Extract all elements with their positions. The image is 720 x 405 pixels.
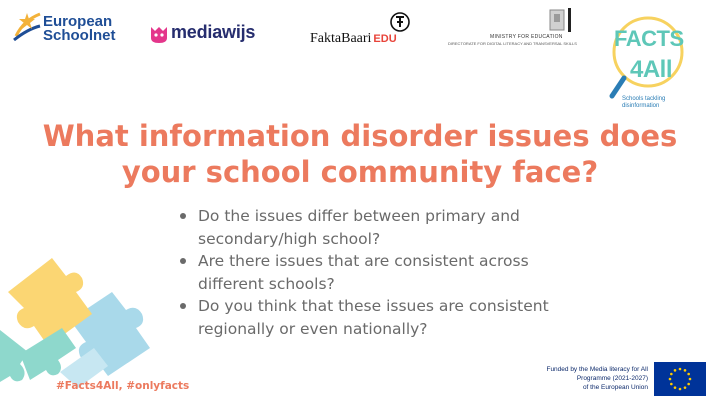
question-list — [178, 205, 578, 340]
faktabaari-logo — [310, 12, 420, 48]
eu-flag-icon — [654, 362, 706, 396]
eu-star-icon — [689, 378, 692, 381]
facts4all-word: FACTS — [614, 26, 684, 51]
mediawijs-wordmark: mediawijs — [171, 22, 256, 42]
eu-star-icon — [679, 368, 682, 371]
funding-statement — [520, 365, 648, 392]
eu-star-icon — [674, 386, 677, 389]
bullet-icon — [180, 258, 186, 264]
eu-star-icon — [679, 388, 682, 391]
eu-star-icon — [684, 386, 687, 389]
faktabaari-icon — [390, 12, 410, 32]
hashtags: #Facts4All, #onlyfacts — [56, 380, 190, 392]
ministry-title: MINISTRY FOR EDUCATION — [490, 34, 563, 40]
ministry-for-education-logo — [448, 8, 578, 48]
european-schoolnet-star-icon — [12, 10, 42, 42]
facts4all-logo — [608, 12, 708, 108]
esn-line1: European — [43, 13, 113, 30]
bullet-icon — [180, 213, 186, 219]
crest-icon — [548, 8, 574, 32]
funding-line1: Funded by the Media literacy for All — [546, 366, 648, 373]
bullet-icon — [180, 303, 186, 309]
eu-star-icon — [669, 378, 672, 381]
facts4all-number: 4All — [630, 56, 673, 83]
list-item-text: Do you think that these issues are consistent regionally or even nationally? — [198, 297, 549, 338]
esn-line2: Schoolnet — [43, 27, 116, 44]
slide-title: What information disorder issues does your school community face? — [42, 119, 678, 189]
funding-line3: of the European Union — [582, 384, 648, 391]
european-schoolnet-logo — [12, 8, 122, 48]
eu-star-icon — [687, 373, 690, 376]
list-item — [178, 295, 578, 340]
list-item — [178, 250, 578, 295]
list-item-text: Are there issues that are consistent across different schools? — [198, 252, 529, 293]
eu-star-icon — [687, 383, 690, 386]
eu-star-icon — [670, 373, 673, 376]
faktabaari-wordmark — [310, 31, 397, 47]
list-item-text: Do the issues differ between primary and secondary/high school? — [198, 207, 520, 248]
facts4all-tagline: Schools tackling disinformation — [622, 96, 666, 109]
eu-star-icon — [684, 369, 687, 372]
list-item — [178, 205, 578, 250]
ministry-directorate: DIRECTORATE FOR DIGITAL LITERACY AND TRANSVERSAL SKILLS — [448, 41, 577, 46]
faktabaari-name: FaktaBaari — [310, 31, 372, 46]
faktabaari-edu: EDU — [373, 33, 397, 45]
mediawijs-icon — [150, 24, 168, 44]
funding-line2: Programme (2021-2027) — [576, 375, 648, 382]
european-schoolnet-wordmark — [43, 15, 116, 43]
eu-star-icon — [674, 369, 677, 372]
eu-star-icon — [670, 383, 673, 386]
